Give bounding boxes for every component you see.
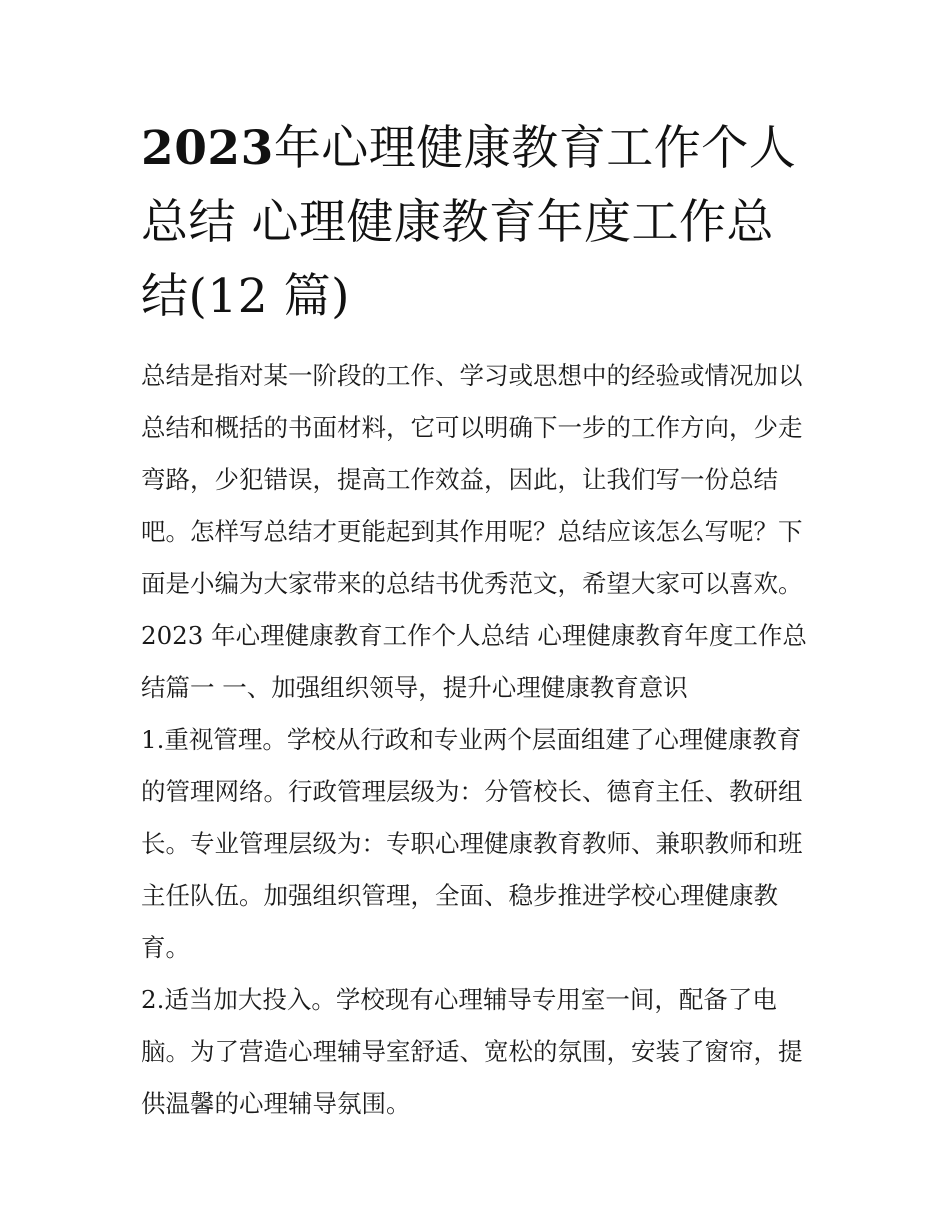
body-line: 1.重视管理。学校从行政和专业两个层面组建了心理健康教育 [141,725,802,754]
body-line: 总结和概括的书面材料，它可以明确下一步的工作方向，少走 [141,413,803,442]
body-line: 育。 [141,933,190,962]
title-line-3: 结(12 篇) [141,269,350,324]
body-line: 吧。怎样写总结才更能起到其作用呢？总结应该怎么写呢？下 [141,517,803,546]
body-line: 总结是指对某一阶段的工作、学习或思想中的经验或情况加以 [141,361,803,390]
body-line: 主任队伍。加强组织管理，全面、稳步推进学校心理健康教 [141,881,778,910]
document-title [141,112,821,334]
title-line-2: 总结 心理健康教育年度工作总 [141,195,774,250]
body-line: 面是小编为大家带来的总结书优秀范文，希望大家可以喜欢。 [141,569,803,598]
body-line: 的管理网络。行政管理层级为：分管校长、德育主任、教研组 [141,777,803,806]
body-line: 2023 年心理健康教育工作个人总结 心理健康教育年度工作总 [141,621,807,650]
title-line-1: 2023年心理健康教育工作个人 [141,121,797,176]
body-line: 脑。为了营造心理辅导室舒适、宽松的氛围，安装了窗帘，提 [141,1037,803,1066]
body-line: 结篇一 一、加强组织领导，提升心理健康教育意识 [141,673,688,702]
body-line: 供温馨的心理辅导氛围。 [141,1089,411,1118]
body-line: 长。专业管理层级为：专职心理健康教育教师、兼职教师和班 [141,829,803,858]
body-line: 2.适当加大投入。学校现有心理辅导专用室一间，配备了电 [141,985,777,1014]
document-body [141,350,821,1130]
body-line: 弯路，少犯错误，提高工作效益，因此，让我们写一份总结 [141,465,778,494]
